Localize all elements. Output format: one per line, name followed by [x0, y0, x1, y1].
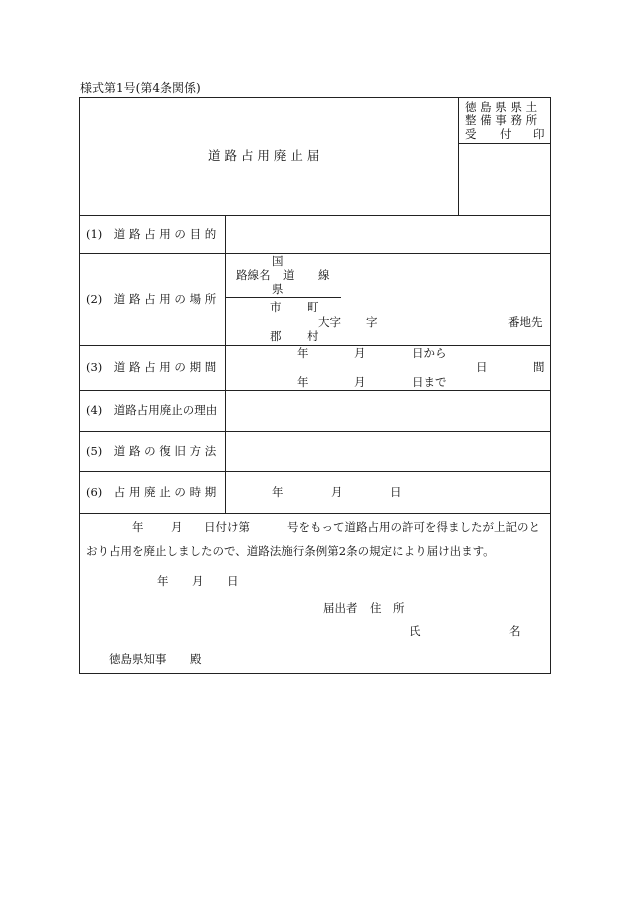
loc-banchi: 番地先: [508, 315, 543, 329]
stamp-box-divider: [458, 143, 551, 144]
addressee: 徳島県知事: [109, 652, 167, 666]
period-from: 日から: [412, 346, 447, 360]
timing-tsuki: 月: [331, 485, 343, 499]
addressee-dono: 殿: [190, 652, 202, 666]
row-label-period: (3) 道 路 占 用 の 期 間: [86, 360, 217, 374]
row-label-purpose: (1) 道 路 占 用 の 目 的: [86, 227, 217, 241]
row-label-timing: (6) 占 用 廃 止 の 時 期: [86, 485, 217, 499]
date-tsuki: 月: [192, 574, 204, 588]
divider-row5: [79, 471, 551, 472]
label-column-divider: [225, 215, 226, 513]
decl-nen: 年: [132, 520, 144, 534]
loc-aza: 字: [366, 315, 378, 329]
period-nichi: 日: [476, 360, 488, 374]
divider-row4: [79, 431, 551, 432]
form-label: 様式第1号(第4条関係): [80, 81, 201, 95]
office-stamp: 印: [533, 127, 545, 141]
period-tsuki2: 月: [354, 375, 366, 389]
date-nen: 年: [157, 574, 169, 588]
row-label-restoration: (5) 道 路 の 復 旧 方 法: [86, 444, 217, 458]
row-label-location: (2) 道 路 占 用 の 場 所: [86, 292, 217, 306]
stamp-box-left: [458, 97, 459, 215]
timing-hi: 日: [390, 485, 402, 499]
name-mei: 名: [509, 624, 521, 638]
loc-mura: 村: [307, 329, 319, 343]
loc-ken: 県: [272, 282, 284, 296]
period-tsuki1: 月: [354, 346, 366, 360]
divider-row1: [79, 253, 551, 254]
decl-text1: 号をもって道路占用の許可を得ましたが上記のと: [287, 520, 540, 534]
document-title: 道 路 占 用 廃 止 届: [208, 148, 320, 163]
loc-shi: 市: [270, 300, 282, 314]
loc-oaza: 大字: [318, 315, 341, 329]
loc-rosenmei: 路線名: [236, 268, 271, 282]
divider-row2: [79, 345, 551, 346]
loc-machi: 町: [307, 300, 319, 314]
office-recv: 受: [465, 127, 477, 141]
name-shi: 氏: [409, 624, 421, 638]
office-line1: 徳 島 県 県 土: [465, 100, 538, 114]
period-kan: 間: [533, 360, 545, 374]
address-label: 住 所: [370, 601, 405, 615]
row-label-reason: (4) 道路占用廃止の理由: [86, 403, 218, 417]
office-line2: 整 備 事 務 所: [465, 113, 538, 127]
divider-row6: [79, 513, 551, 514]
date-hi: 日: [227, 574, 239, 588]
period-nen2: 年: [297, 375, 309, 389]
loc-do: 道: [283, 268, 295, 282]
divider-title: [79, 215, 551, 216]
decl-text2: おり占用を廃止しましたので、道路法施行条例第2条の規定により届け出ます。: [86, 544, 495, 558]
location-underline: [226, 297, 341, 298]
office-attach: 付: [500, 127, 512, 141]
divider-row3: [79, 390, 551, 391]
loc-sen: 線: [318, 268, 330, 282]
period-to: 日まで: [412, 375, 447, 389]
decl-tsuki: 月: [171, 520, 183, 534]
form-frame: [79, 97, 551, 674]
decl-dated: 日付け第: [204, 520, 250, 534]
period-nen1: 年: [297, 346, 309, 360]
applicant-label: 届出者: [323, 601, 358, 615]
loc-kuni: 国: [272, 254, 284, 268]
loc-gun: 郡: [270, 329, 282, 343]
timing-nen: 年: [272, 485, 284, 499]
